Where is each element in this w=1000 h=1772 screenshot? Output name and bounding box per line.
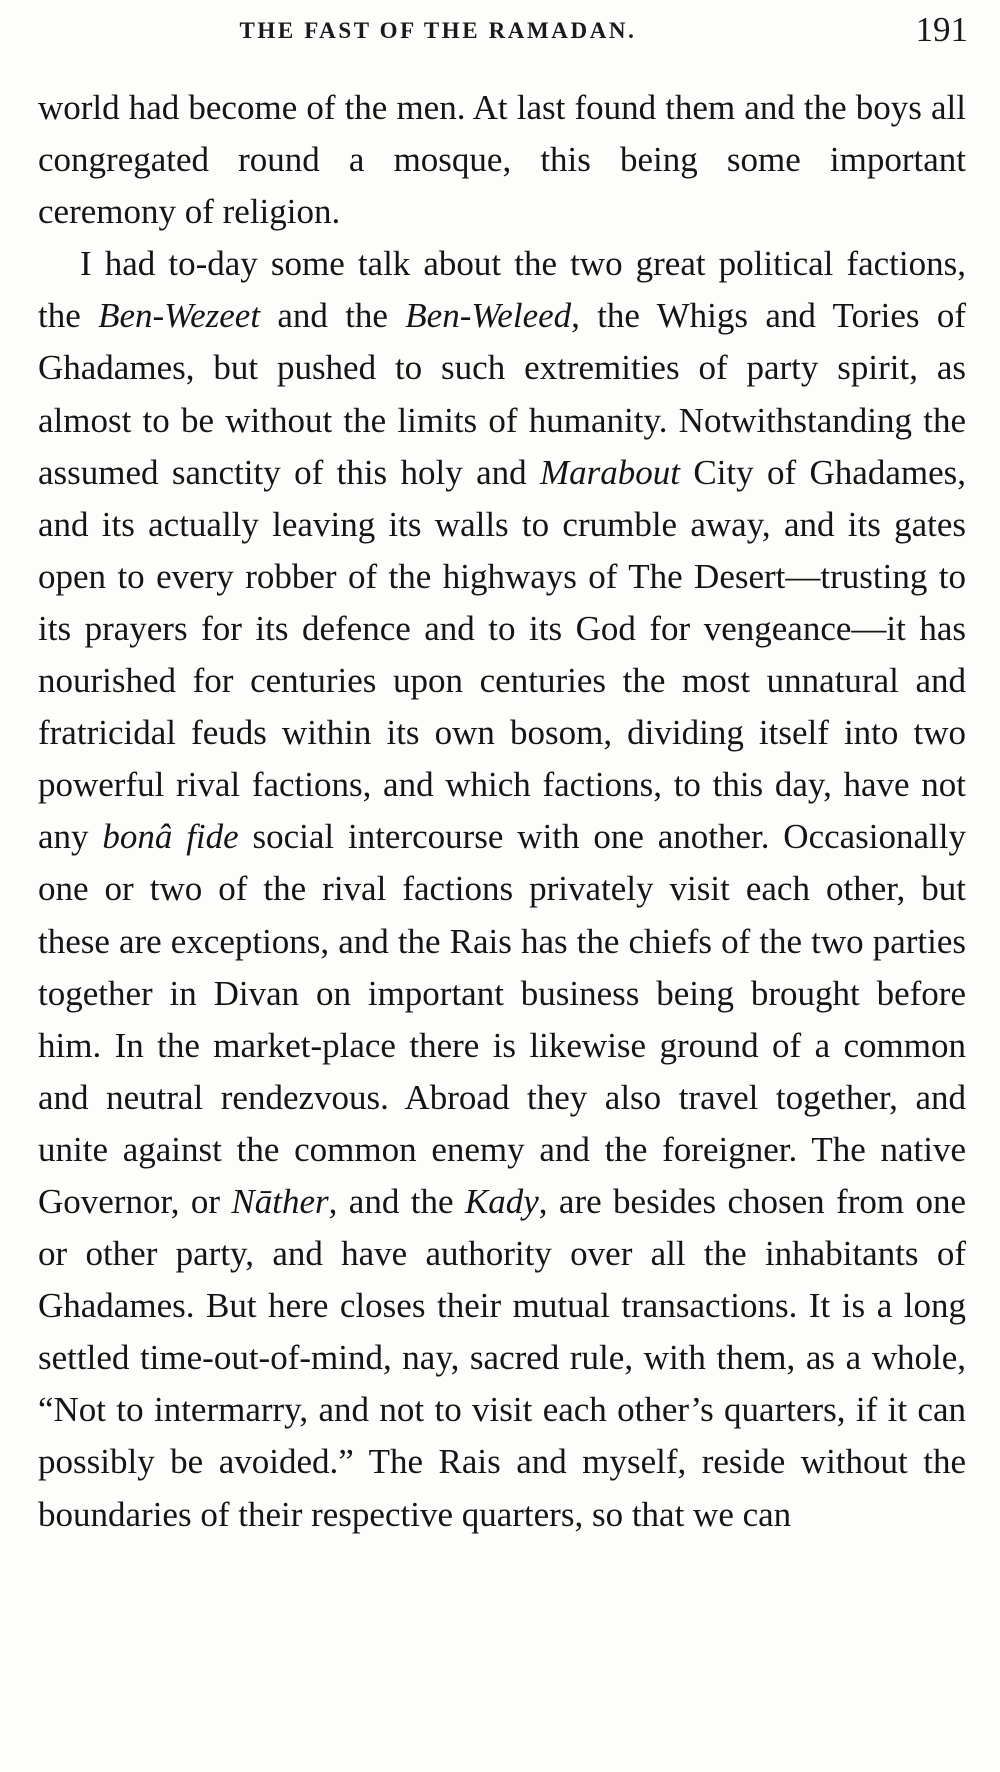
text-span: , and the <box>328 1181 465 1221</box>
text-span: social intercourse with one another. Occasionally one or two of the rival factions privately visit each other, but these are exceptions, and the Rais has the chiefs of the two parties together in Divan on important business being brought before him. In the market-place there is likewise ground of a common and neutral rendezvous. Abroad they also travel together, and unite against the common enemy and the foreigner. The native Governor, or <box>38 817 966 1221</box>
page-number: 191 <box>915 10 968 49</box>
running-head <box>38 10 968 50</box>
italic-term-nather: Nāther <box>231 1181 329 1221</box>
body-text <box>38 82 966 1541</box>
paragraph-continuation: world had become of the men. At last found them and the boys all congregated round a mosque, this being some important ceremony of religion. <box>38 88 966 232</box>
paragraph-factions <box>38 238 966 1540</box>
text-span: and the <box>260 296 406 336</box>
running-title: THE FAST OF THE RAMADAN. <box>239 18 637 43</box>
italic-term-ben-weleed: Ben-Weleed <box>405 296 572 336</box>
italic-term-marabout: Marabout <box>540 452 680 492</box>
text-span: , the Whigs and Tories of Ghadames, but pushed to such extremities of party spirit, as almost to be without the limits of humanity. Notwithstanding the assumed sanctity of this holy and <box>38 296 966 492</box>
italic-term-ben-wezeet: Ben-Wezeet <box>98 296 261 336</box>
text-span: , are besides chosen from one or other party, and have authority over all the inhabitants of Ghadames. But here closes their mutual transactions. It is a long settled time-out-of-mind, nay, sacred rule, with them, as a whole, “Not to intermarry, and not to visit each other’s quarters, if it can possibly be avoided.” The Rais and myself, reside without the boundaries of their respective quarters, so that we can <box>38 1181 967 1534</box>
italic-term-bona-fide: bonâ fide <box>102 817 239 857</box>
text-span: I had to-day some talk about the two great political factions, the <box>38 244 966 336</box>
text-span: City of Ghadames, and its actually leaving its walls to crumble away, and its gates open to every robber of the highways of The Desert—trusting to its prayers for its defence and to its God for vengeance—it has nourished for centuries upon centuries the most unnatural and fratricidal feuds within its own bosom, dividing itself into two powerful rival factions, and which factions, to this day, have not any <box>38 452 966 857</box>
italic-term-kady: Kady <box>464 1181 539 1221</box>
